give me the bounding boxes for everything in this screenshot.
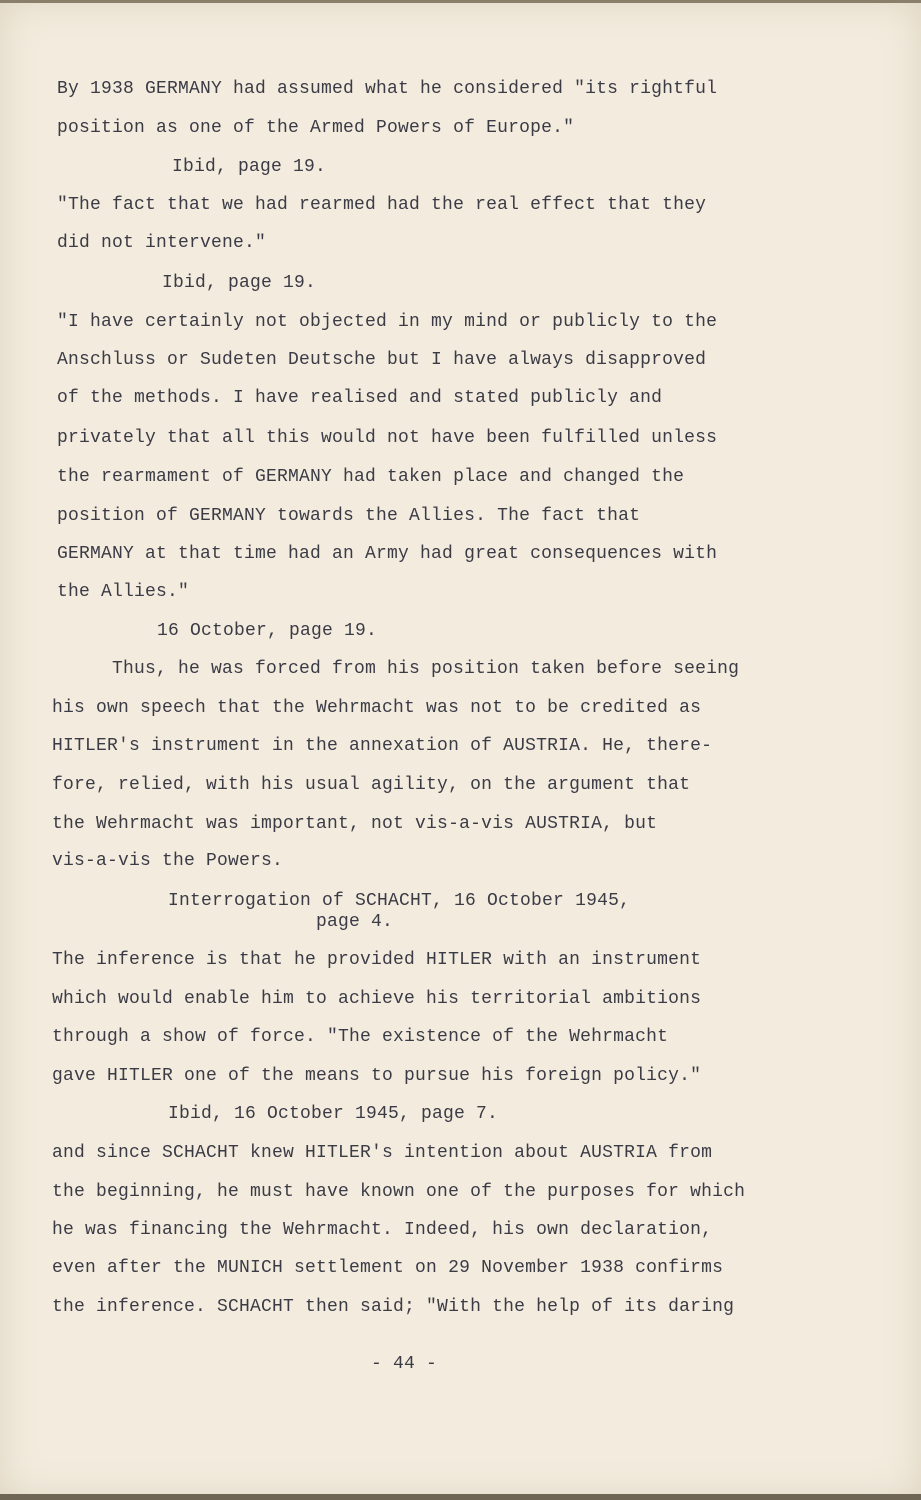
text-line: Thus, he was forced from his position taken before seeing	[112, 659, 740, 679]
bottom-edge	[0, 1494, 921, 1500]
citation: page 4.	[316, 912, 394, 932]
text-line: privately that all this would not have been fulfilled unless	[57, 428, 718, 448]
citation: Ibid, page 19.	[172, 157, 327, 177]
text-line: did not intervene."	[57, 233, 267, 253]
citation: Interrogation of SCHACHT, 16 October 1945,	[168, 891, 631, 911]
page-number: - 44 -	[371, 1354, 438, 1374]
text-line: he was financing the Wehrmacht. Indeed, his own declaration,	[52, 1220, 713, 1240]
text-line: through a show of force. "The existence of the Wehrmacht	[52, 1027, 669, 1047]
text-line: "The fact that we had rearmed had the real effect that they	[57, 195, 707, 215]
text-line: Anschluss or Sudeten Deutsche but I have always disapproved	[57, 350, 707, 370]
text-line: By 1938 GERMANY had assumed what he considered "its rightful	[57, 79, 718, 99]
text-line: and since SCHACHT knew HITLER's intention about AUSTRIA from	[52, 1143, 713, 1163]
text-line: the rearmament of GERMANY had taken place and changed the	[57, 467, 685, 487]
text-line: his own speech that the Wehrmacht was not to be credited as	[52, 698, 702, 718]
text-line: fore, relied, with his usual agility, on the argument that	[52, 775, 691, 795]
citation: Ibid, page 19.	[162, 273, 317, 293]
text-line: vis-a-vis the Powers.	[52, 851, 284, 871]
text-line: GERMANY at that time had an Army had great consequences with	[57, 544, 718, 564]
text-line: the beginning, he must have known one of the purposes for which	[52, 1182, 746, 1202]
text-line: The inference is that he provided HITLER with an instrument	[52, 950, 702, 970]
text-line: gave HITLER one of the means to pursue his foreign policy."	[52, 1066, 702, 1086]
text-line: HITLER's instrument in the annexation of AUSTRIA. He, there-	[52, 736, 713, 756]
text-line: "I have certainly not objected in my mind or publicly to the	[57, 312, 718, 332]
text-line: position as one of the Armed Powers of Europe."	[57, 118, 575, 138]
text-line: position of GERMANY towards the Allies. The fact that	[57, 506, 641, 526]
top-edge	[0, 0, 921, 3]
text-line: of the methods. I have realised and stated publicly and	[57, 388, 663, 408]
text-line: even after the MUNICH settlement on 29 November 1938 confirms	[52, 1258, 724, 1278]
text-line: the inference. SCHACHT then said; "With the help of its daring	[52, 1297, 735, 1317]
text-line: the Wehrmacht was important, not vis-a-vis AUSTRIA, but	[52, 814, 658, 834]
citation: 16 October, page 19.	[157, 621, 378, 641]
citation: Ibid, 16 October 1945, page 7.	[168, 1104, 499, 1124]
text-line: which would enable him to achieve his territorial ambitions	[52, 989, 702, 1009]
text-line: the Allies."	[57, 582, 190, 602]
